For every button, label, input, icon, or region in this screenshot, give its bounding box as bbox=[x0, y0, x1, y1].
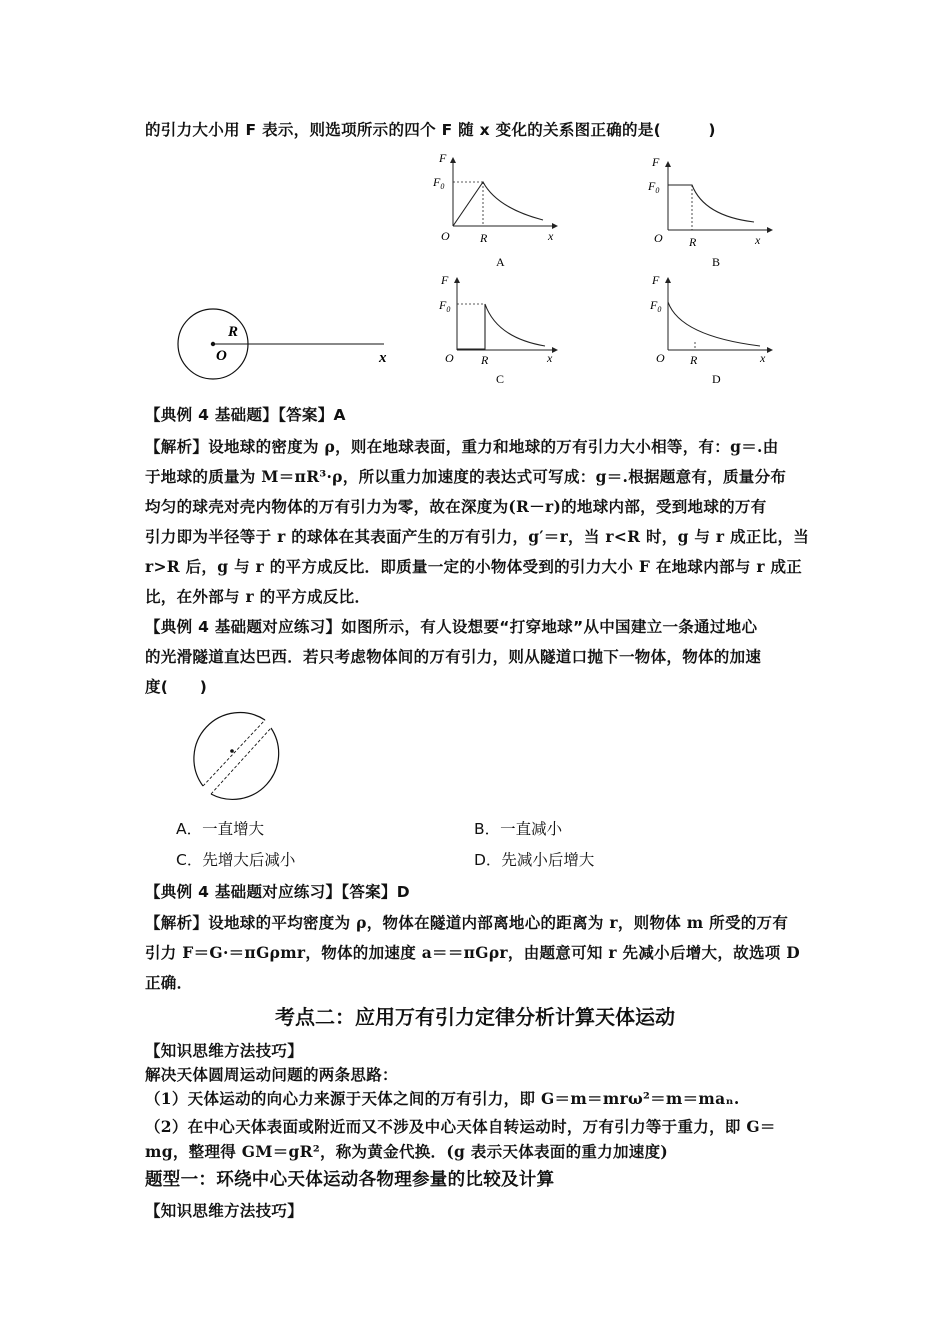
axis-x-label: x bbox=[547, 351, 553, 365]
center-point bbox=[230, 749, 234, 753]
section2-title: 考点二：应用万有引力定律分析计算天体运动 bbox=[275, 1005, 675, 1029]
section2-intro: 解决天体圆周运动问题的两条思路： bbox=[145, 1065, 398, 1084]
curve bbox=[668, 185, 754, 222]
section2-point-2-line-2: mg，整理得 GM＝gR²，称为黄金代换．(g 表示天体表面的重力加速度) bbox=[145, 1142, 669, 1161]
section2-point-2-line-1: （2）在中心天体表面或附近而又不涉及中心天体自转运动时，万有引力等于重力，即 G＝ bbox=[145, 1117, 776, 1136]
axis-x-label: x bbox=[379, 350, 387, 366]
practice4-question-line-3: 度( ) bbox=[145, 678, 208, 696]
f0-label: $F_0$ bbox=[433, 175, 445, 191]
example4-analysis-line-4: 引力即为半径等于 r 的球体在其表面产生的万有引力，g′＝r，当 r<R 时，g 与 r 成正比，当 bbox=[145, 527, 810, 546]
practice4-analysis-line-1: 【解析】设地球的平均密度为 ρ，物体在隧道内部离地心的距离为 r，则物体 m 所受的万有 bbox=[145, 913, 789, 932]
r-tick-label: R bbox=[690, 353, 698, 367]
practice4-analysis-line-3: 正确． bbox=[145, 973, 193, 992]
option-c: C．先增大后减小 bbox=[176, 851, 296, 869]
practice4-question-line-2: 的光滑隧道直达巴西．若只考虑物体间的万有引力，则从隧道口抛下一物体，物体的加速 bbox=[145, 648, 762, 666]
section2-point-1: （1）天体运动的向心力来源于天体之间的万有引力，即 G＝m＝mrω²＝m＝maₙ. bbox=[145, 1089, 740, 1108]
origin-label: O bbox=[441, 229, 450, 243]
graph-d bbox=[640, 272, 780, 390]
practice4-analysis-line-2: 引力 F＝G·＝πGρmr，物体的加速度 a＝＝πGρr，由题意可知 r 先减小后增大，故选项 D bbox=[145, 943, 800, 962]
practice4-question-line-1: 【典例 4 基础题对应练习】如图所示，有人设想要“打穿地球”从中国建立一条通过地心 bbox=[145, 618, 758, 636]
curve bbox=[668, 302, 760, 346]
type1-heading: 题型一：环绕中心天体运动各物理参量的比较及计算 bbox=[145, 1170, 555, 1190]
practice4-answer: 【典例 4 基础题对应练习】【答案】D bbox=[145, 883, 410, 901]
example4-analysis-line-2: 于地球的质量为 M＝πR³·ρ，所以重力加速度的表达式可写成：g＝.根据题意有，质量分布 bbox=[145, 467, 787, 486]
radius-label: R bbox=[228, 324, 239, 340]
example4-analysis-line-1: 【解析】设地球的密度为 ρ，则在地球表面，重力和地球的万有引力大小相等，有：g＝.由 bbox=[145, 437, 779, 456]
example4-analysis-line-6: 比，在外部与 r 的平方成反比． bbox=[145, 587, 371, 606]
graph-a bbox=[425, 148, 565, 273]
curve bbox=[457, 304, 545, 349]
option-a: A．一直增大 bbox=[176, 820, 265, 838]
axis-y-label: F bbox=[441, 273, 449, 287]
graph-b-label: B bbox=[712, 255, 721, 269]
origin-label: O bbox=[654, 231, 663, 245]
f0-label: $F_0$ bbox=[650, 298, 662, 314]
example4-answer: 【典例 4 基础题】【答案】A bbox=[145, 406, 346, 424]
graph-c-label: C bbox=[496, 372, 505, 386]
example4-analysis-line-5: r>R 后，g 与 r 的平方成反比．即质量一定的小物体受到的引力大小 F 在地球内部与 r 成正 bbox=[145, 557, 803, 576]
question-intro-line: 的引力大小用 F 表示，则选项所示的四个 F 随 x 变化的关系图正确的是( ) bbox=[145, 121, 716, 139]
origin-label: O bbox=[656, 351, 665, 365]
origin-label: O bbox=[445, 351, 454, 365]
earth-radius-figure bbox=[172, 304, 402, 384]
example4-analysis-line-3: 均匀的球壳对壳内物体的万有引力为零，故在深度为(R－r)的地球内部，受到地球的万有 bbox=[145, 497, 767, 516]
graph-d-label: D bbox=[712, 372, 721, 386]
graph-a-label: A bbox=[496, 255, 505, 269]
earth-arc-upper bbox=[194, 713, 265, 786]
curve bbox=[453, 182, 543, 226]
axis-x-label: x bbox=[548, 229, 554, 243]
axis-x-label: x bbox=[760, 351, 766, 365]
r-tick-label: R bbox=[480, 231, 488, 245]
earth-arc-lower bbox=[211, 728, 279, 799]
r-tick-label: R bbox=[689, 235, 697, 249]
option-b: B．一直减小 bbox=[474, 820, 563, 838]
tunnel-wall bbox=[211, 728, 271, 794]
f0-label: $F_0$ bbox=[648, 179, 660, 195]
tunnel-wall bbox=[203, 720, 265, 786]
r-tick-label: R bbox=[481, 353, 489, 367]
skills-heading-2: 【知识思维方法技巧】 bbox=[145, 1202, 304, 1220]
axis-y-label: F bbox=[652, 273, 660, 287]
graph-c bbox=[425, 272, 565, 390]
skills-heading: 【知识思维方法技巧】 bbox=[145, 1042, 304, 1060]
option-d: D．先减小后增大 bbox=[474, 851, 595, 869]
graph-b bbox=[640, 152, 780, 277]
axis-y-label: F bbox=[652, 155, 660, 169]
f0-label: $F_0$ bbox=[439, 298, 451, 314]
axis-y-label: F bbox=[439, 151, 447, 165]
axis-x-label: x bbox=[755, 233, 761, 247]
center-label: O bbox=[216, 348, 227, 364]
tunnel-figure bbox=[175, 705, 285, 805]
